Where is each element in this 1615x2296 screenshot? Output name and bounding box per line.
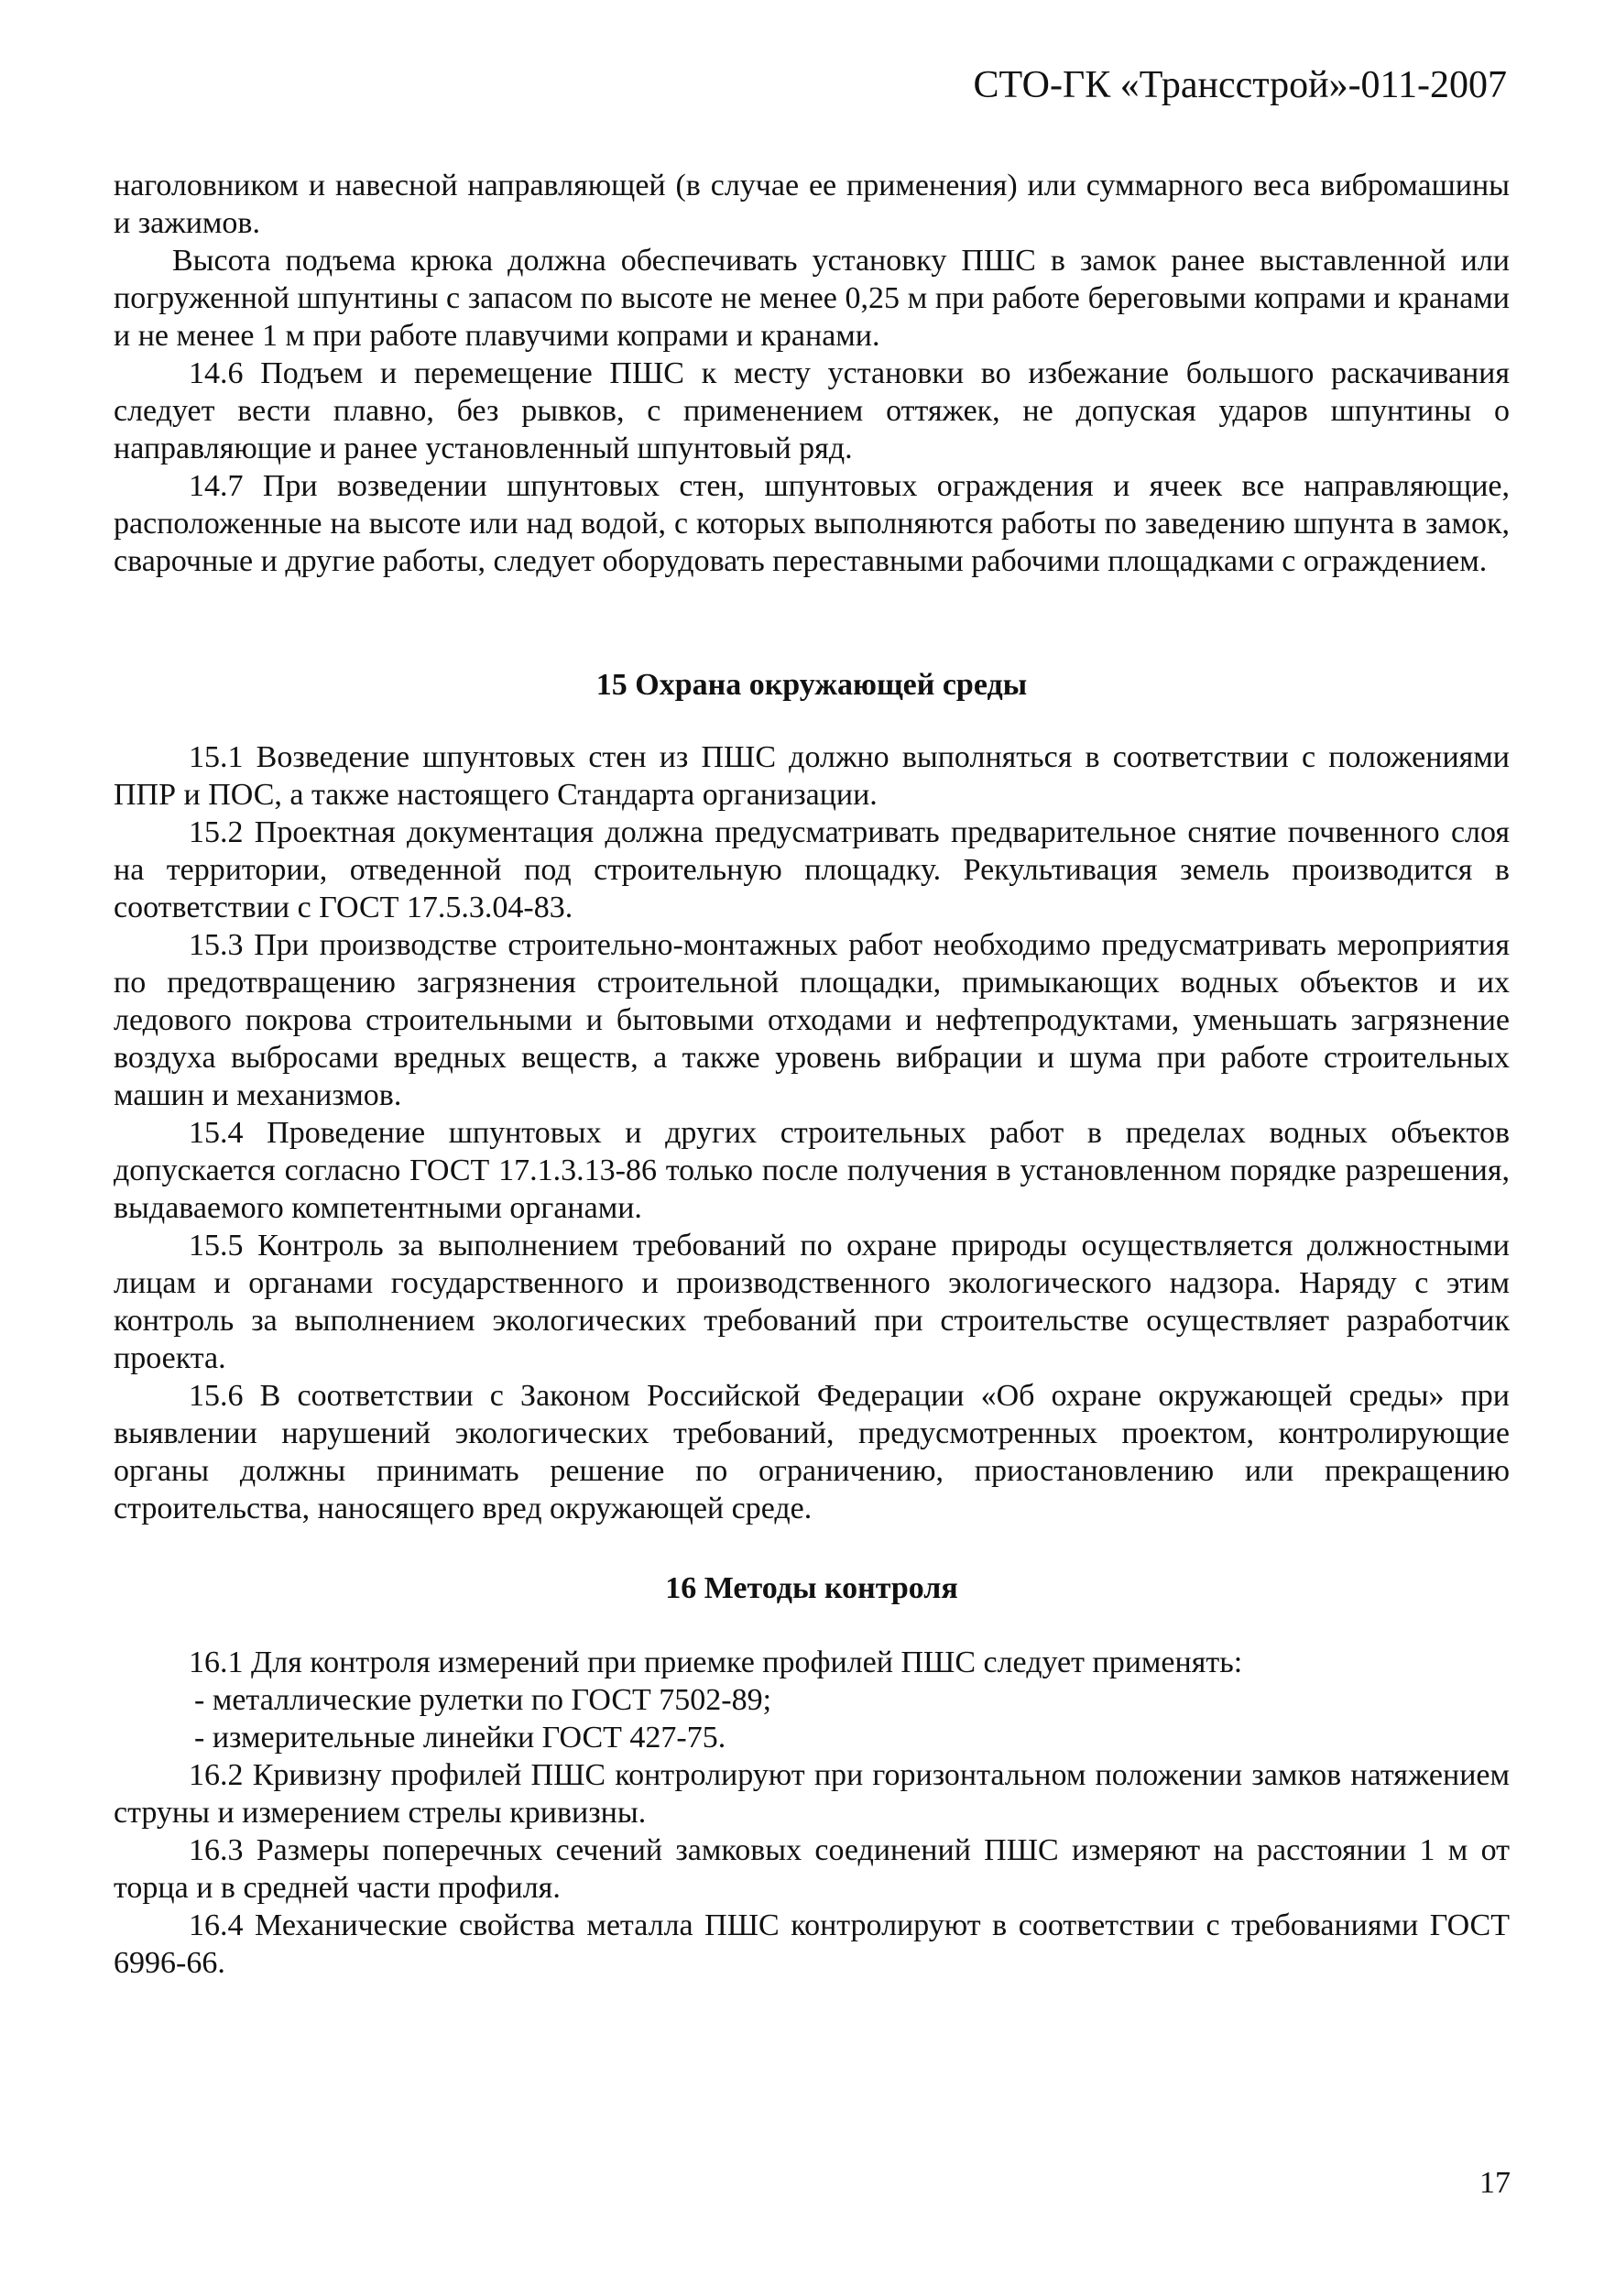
paragraph-16-4: 16.4 Механические свойства металла ПШС контролируют в соответствии с требованиями ГОСТ 6996-66.: [114, 1908, 1510, 1980]
paragraph-16-2: 16.2 Кривизну профилей ПШС контролируют при горизонтальном положении замков натяжением струны и измерением стрелы кривизны.: [114, 1758, 1510, 1830]
paragraph-16-3: 16.3 Размеры поперечных сечений замковых соединений ПШС измеряют на расстоянии 1 м от торца и в средней части профиля.: [114, 1833, 1510, 1905]
paragraph-14-7: 14.7 При возведении шпунтовых стен, шпунтовых ограждения и ячеек все направляющие, расположенные на высоте или над водой, с которых выполняются работы по заведению шпунта в замок, сварочные и другие работы, следует оборудовать переставными рабочими площадками с ограждением.: [114, 469, 1510, 578]
page-number: 17: [1479, 2166, 1511, 2200]
paragraph-15-3: 15.3 При производстве строительно-монтажных работ необходимо предусматривать мероприятия по предотвращению загрязнения строительной площадки, примыкающих водных объектов и их ледового покрова строительными и бытовыми отходами и нефтепродуктами, уменьшать загрязнение воздуха выбросами вредных веществ, а также уровень вибрации и шума при работе строительных машин и механизмов.: [114, 928, 1510, 1112]
paragraph-15-5: 15.5 Контроль за выполнением требований по охране природы осуществляется должностными лицам и органами государственного и производственного экологического надзора. Наряду с этим контроль за выполнением экологических требований при строительстве осуществляет разработчик проекта.: [114, 1229, 1510, 1375]
paragraph-16-1: 16.1 Для контроля измерений при приемке профилей ПШС следует применять:: [189, 1645, 1243, 1679]
paragraph-14-6: 14.6 Подъем и перемещение ПШС к месту установки во избежание большого раскачивания следует вести плавно, без рывков, с применением оттяжек, не допуская ударов шпунтины о направляющие и ранее установленный шпунтовый ряд.: [114, 356, 1510, 465]
document-code-header: СТО-ГК «Трансстрой»-011-2007: [973, 64, 1507, 106]
document-body: [114, 167, 1510, 1982]
paragraph-15-1: 15.1 Возведение шпунтовых стен из ПШС должно выполняться в соответствии с положениями ППР и ПОС, а также настоящего Стандарта организации.: [114, 740, 1510, 812]
continuation-paragraph: наголовником и навесной направляющей (в случае ее применения) или суммарного веса вибромашины и зажимов.: [114, 169, 1510, 240]
section-15-heading: 15 Охрана окружающей среды: [595, 668, 1028, 702]
paragraph-15-4: 15.4 Проведение шпунтовых и других строительных работ в пределах водных объектов допускается согласно ГОСТ 17.1.3.13-86 только после получения в установленном порядке разрешения, выдаваемого компетентными органами.: [114, 1116, 1510, 1225]
list-item: - металлические рулетки по ГОСТ 7502-89;: [194, 1683, 772, 1717]
paragraph-15-2: 15.2 Проектная документация должна предусматривать предварительное снятие почвенного слоя на территории, отведенной под строительную площадку. Рекультивация земель производится в соответствии с ГОСТ 17.5.3.04-83.: [114, 815, 1510, 924]
paragraph-15-6: 15.6 В соответствии с Законом Российской Федерации «Об охране окружающей среды» при выявлении нарушений экологических требований, предусмотренных проектом, контролирующие органы должны принимать решение по ограничению, приостановлению или прекращению строительства, наносящего вред окружающей среде.: [114, 1379, 1510, 1525]
section-16-heading: 16 Методы контроля: [665, 1571, 958, 1605]
paragraph-hook-height: Высота подъема крюка должна обеспечивать установку ПШС в замок ранее выставленной или погруженной шпунтины с запасом по высоте не менее 0,25 м при работе береговыми копрами и кранами и не менее 1 м при работе плавучими копрами и кранами.: [114, 244, 1510, 353]
list-item: - измерительные линейки ГОСТ 427-75.: [194, 1721, 726, 1755]
